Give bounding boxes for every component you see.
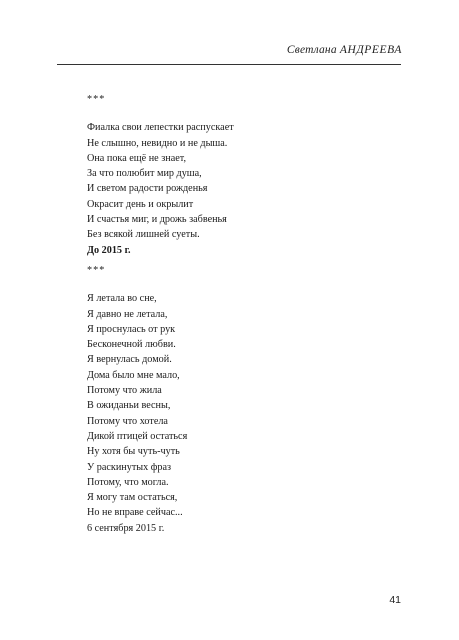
author-first-name: Светлана [286, 44, 337, 56]
poem-line: Окрасит день и окрылит [87, 198, 194, 210]
running-head [287, 44, 402, 56]
poem-date: 6 сентября 2015 г. [87, 522, 165, 534]
poem-line: Я могу там остаться, [87, 492, 178, 504]
poem-line: Я давно не летала, [87, 308, 168, 320]
poem-1 [87, 92, 234, 258]
poem-line: Но не вправе сейчас... [87, 507, 183, 519]
poem-line: Без всякой лишней суеты. [87, 229, 200, 241]
poem-line: Я летала во сне, [87, 293, 157, 305]
poem-line: За что полюбит мир душа, [87, 168, 202, 180]
poem-line: В ожиданьи весны, [87, 400, 171, 412]
poem-line: Я проснулась от рук [87, 323, 176, 335]
poem-separator: *** [87, 94, 106, 105]
poem-line: Потому, что могла. [87, 476, 169, 488]
poem-line: Дикой птицей остаться [87, 430, 188, 442]
poem-separator: *** [87, 265, 106, 276]
poem-line: И счастья миг, и дрожь забвенья [87, 214, 227, 226]
poem-2 [87, 263, 187, 536]
header-rule [57, 64, 401, 65]
poem-line: Потому что жила [87, 385, 162, 397]
author-last-name: АНДРЕЕВА [339, 44, 402, 56]
poem-line: У раскинутых фраз [87, 461, 172, 473]
page-number: 41 [389, 594, 401, 606]
poem-date: До 2015 г. [87, 244, 131, 256]
poem-line: Потому что хотела [87, 415, 168, 427]
poem-line: Дома было мне мало, [87, 369, 180, 381]
poem-line: Я вернулась домой. [87, 354, 172, 366]
poem-line: Ну хотя бы чуть-чуть [87, 446, 180, 458]
poem-line: Она пока ещё не знает, [87, 152, 186, 164]
poem-line: Не слышно, невидно и не дыша. [87, 137, 228, 149]
poem-line: Бесконечной любви. [87, 339, 176, 351]
poem-line: Фиалка свои лепестки распускает [87, 122, 234, 134]
poem-line: И светом радости рожденья [87, 183, 208, 195]
